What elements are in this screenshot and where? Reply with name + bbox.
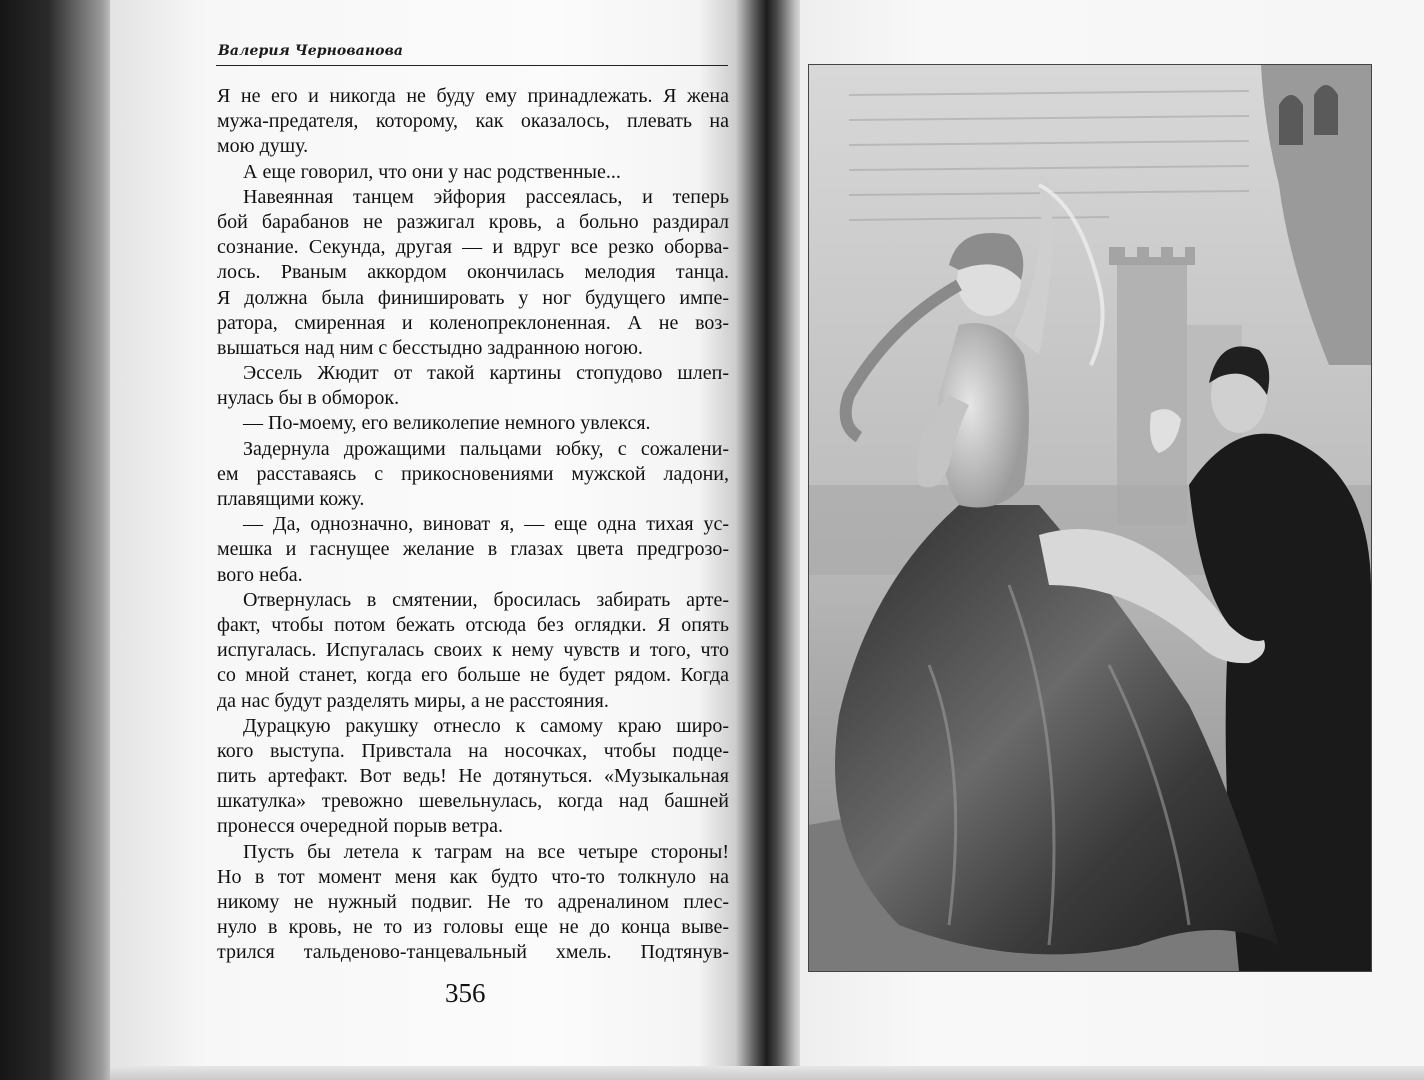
text-line: Дурацкую ракушку отнесло к самому краю широ-: [243, 714, 729, 737]
text-line: нуло в кровь, не то из головы еще не до конца выве-: [217, 916, 729, 939]
text-line: пить артефакт. Вот ведь! Не дотянуться. «Музыкальная: [217, 765, 729, 788]
text-line: факт, чтобы потом бежать отсюда без оглядки. Я опять: [217, 613, 729, 636]
text-line: со мной станет, когда его больше не будет рядом. Когда: [217, 664, 729, 687]
text-line: Навеянная танцем эйфория рассеялась, и теперь: [243, 185, 729, 208]
text-line: шкатулка» тревожно шевельнулась, когда над башней: [217, 790, 729, 813]
text-line: вого неба.: [217, 563, 303, 586]
text-line: Я должна была финишировать у ног будущего импе-: [217, 286, 729, 309]
text-line: Я не его и никогда не буду ему принадлежать. Я жена: [217, 85, 729, 107]
text-line: лось. Рваным аккордом окончилась мелодия танца.: [217, 261, 729, 284]
text-line: Но в тот момент меня как будто что-то толкнуло на: [217, 865, 729, 888]
text-line: да нас будут разделять миры, а не расстояния.: [217, 689, 609, 712]
scan-shadow: [0, 0, 120, 1080]
text-line: нулась бы в обморок.: [217, 387, 400, 410]
text-line: — По-моему, его великолепие немного увлекся.: [243, 412, 651, 435]
text-line: ем расставаясь с прикосновениями мужской ладони,: [217, 462, 729, 485]
text-line: плавящими кожу.: [217, 488, 365, 510]
book-illustration: [808, 64, 1372, 972]
page-edge: [110, 1066, 1424, 1080]
text-line: Пусть бы летела к таграм на все четыре стороны!: [243, 840, 729, 863]
text-line: вышаться над ним с бесстыдно задранною ногою.: [217, 336, 643, 359]
text-line: трился тальденово-танцевальный хмель. Подтянув-: [217, 941, 729, 964]
text-line: испугалась. Испугалась своих к нему чувств и того, что: [217, 639, 729, 662]
text-line: мужа-предателя, которому, как оказалось, плевать на: [217, 110, 729, 133]
text-line: Отвернулась в смятении, бросилась забирать арте-: [243, 588, 729, 611]
text-line: пронесся очередной порыв ветра.: [217, 815, 503, 838]
text-line: мою душу.: [217, 135, 309, 158]
text-line: Эссель Жюдит от такой картины стопудово шлеп-: [243, 362, 729, 385]
dancer-illustration-image: [809, 65, 1371, 971]
text-line: ратора, смиренная и коленопреклоненная. А не воз-: [217, 311, 729, 334]
text-line: никому не нужный подвиг. Не то адреналином плес-: [217, 891, 729, 913]
text-line: бой барабанов не разжигал кровь, а больно раздирал: [217, 210, 729, 233]
text-line: сознание. Секунда, другая — и вдруг все резко оборва-: [217, 236, 729, 259]
text-line: А еще говорил, что они у нас родственные...: [243, 160, 621, 183]
body-text: [217, 84, 729, 966]
text-line: кого выступа. Привстала на носочках, чтобы подце-: [217, 739, 729, 762]
text-line: мешка и гаснущее желание в глазах цвета предгрозо-: [217, 538, 729, 561]
page-number: 356: [445, 978, 486, 1008]
running-head-author: Валерия Чернованова: [218, 43, 404, 59]
header-rule: [216, 65, 728, 66]
text-line: — Да, однозначно, виноват я, — еще одна тихая ус-: [243, 513, 729, 536]
book-gutter: [735, 0, 805, 1080]
text-line: Задернула дрожащими пальцами юбку, с сожалени-: [243, 437, 729, 460]
